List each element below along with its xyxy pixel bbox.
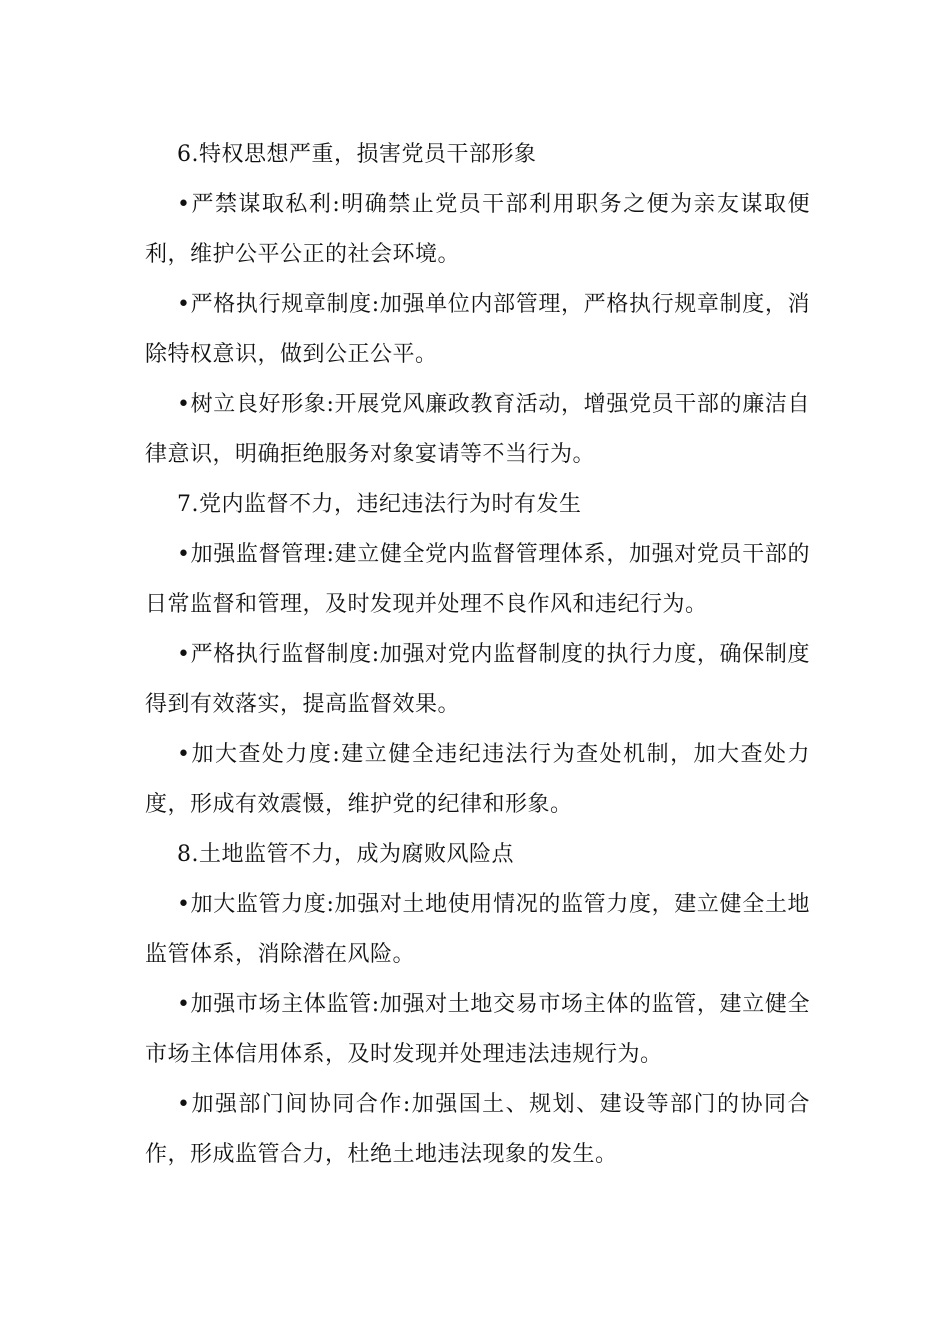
bullet-paragraph: •加强部门间协同合作:加强国土、规划、建设等部门的协同合作，形成监管合力，杜绝土地违法现象的发生。 xyxy=(145,1092,811,1167)
bullet-paragraph: •树立良好形象:开展党风廉政教育活动，增强党员干部的廉洁自律意识，明确拒绝服务对象宴请等不当行为。 xyxy=(145,392,810,467)
section-heading-6: 6.特权思想严重，损害党员干部形象 xyxy=(177,142,537,167)
section-heading-7: 7.党内监督不力，违纪违法行为时有发生 xyxy=(177,492,582,517)
bullet-paragraph: •加大查处力度:建立健全违纪违法行为查处机制，加大查处力度，形成有效震慑，维护党的纪律和形象。 xyxy=(145,742,811,817)
section-heading-8: 8.土地监管不力，成为腐败风险点 xyxy=(177,842,514,867)
bullet-paragraph: •加强监督管理:建立健全党内监督管理体系，加强对党员干部的日常监督和管理，及时发现并处理不良作风和违纪行为。 xyxy=(145,542,810,617)
bullet-paragraph: •严禁谋取私利:明确禁止党员干部利用职务之便为亲友谋取便利，维护公平公正的社会环境。 xyxy=(145,192,811,267)
bullet-paragraph: •严格执行规章制度:加强单位内部管理，严格执行规章制度，消除特权意识，做到公正公平。 xyxy=(145,292,810,367)
bullet-paragraph: •严格执行监督制度:加强对党内监督制度的执行力度，确保制度得到有效落实，提高监督效果。 xyxy=(145,642,810,717)
document-body xyxy=(145,130,810,1180)
bullet-paragraph: •加强市场主体监管:加强对土地交易市场主体的监管，建立健全市场主体信用体系，及时发现并处理违法违规行为。 xyxy=(145,992,810,1067)
bullet-paragraph: •加大监管力度:加强对土地使用情况的监管力度，建立健全土地监管体系，消除潜在风险。 xyxy=(145,892,810,967)
